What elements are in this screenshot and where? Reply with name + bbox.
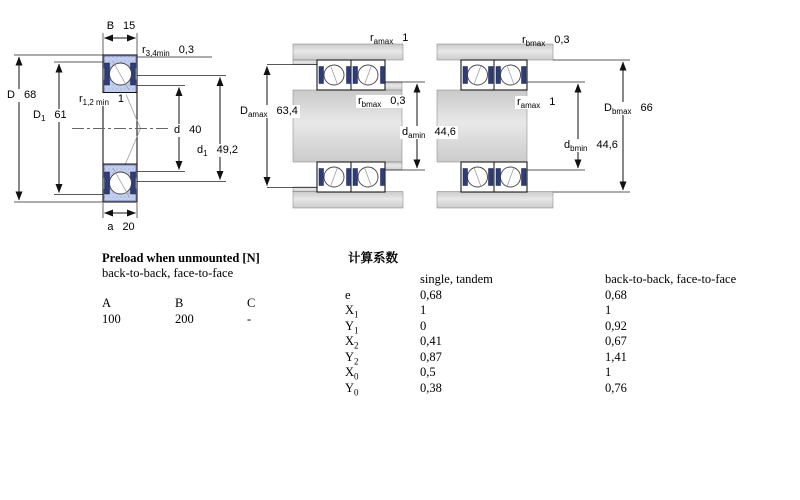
bearing-pair-bottom bbox=[317, 162, 385, 192]
dim-label-D: D 68 bbox=[7, 89, 37, 101]
preload-col-a: A bbox=[102, 296, 112, 310]
dim-label-r34min: $r_{3,4min}$ 0,3 bbox=[142, 44, 194, 59]
factor-row-x0: $X_0$ 0,5 1 bbox=[345, 365, 612, 382]
dim-label-rbmax-top: $r_{bmax}$ 0,3 bbox=[522, 34, 570, 49]
preload-value-row bbox=[102, 312, 332, 328]
dim-label-B: B 15 bbox=[106, 20, 136, 32]
preload-header-row bbox=[102, 296, 332, 312]
factors-header-row bbox=[345, 272, 765, 288]
factors-col1-header: single, tandem bbox=[420, 272, 493, 286]
dim-label-damin: $d_{amin}$ 44,6 bbox=[402, 126, 456, 141]
preload-val-c: - bbox=[247, 311, 252, 326]
preload-val-a: 100 bbox=[102, 311, 121, 326]
dim-label-r12min: $r_{1,2 min}$ 1 bbox=[79, 93, 125, 108]
dim-label-D1: $D_1$ 61 bbox=[33, 109, 67, 124]
factors-title: 计算系数 bbox=[348, 251, 399, 265]
dim-label-dbmin: $d_{bmin}$ 44,6 bbox=[564, 139, 618, 154]
dim-label-Damax: $D_{amax}$ 63,4 bbox=[240, 105, 298, 120]
dim-label-a: a 20 bbox=[107, 221, 135, 233]
bearing-pair-top bbox=[317, 60, 385, 90]
preload-col-c: C bbox=[247, 296, 256, 310]
calculation-factors-table bbox=[345, 251, 765, 396]
factor-row-e: e 0,68 0,68 bbox=[345, 287, 627, 302]
dim-label-d1: $d_1$ 49,2 bbox=[197, 144, 238, 159]
factor-row-y0: $Y_0$ 0,38 0,76 bbox=[345, 380, 627, 397]
factors-col2-header: back-to-back, face-to-face bbox=[605, 272, 737, 286]
preload-col-b: B bbox=[175, 296, 184, 310]
abutment-diagram-b bbox=[437, 44, 630, 208]
bearing-section-top bbox=[103, 56, 137, 93]
factor-row-y2: $Y_2$ 0,87 1,41 bbox=[345, 349, 627, 366]
factor-row-x2: $X_2$ 0,41 0,67 bbox=[345, 334, 627, 351]
dim-label-Dbmax: $D_{bmax}$ 66 bbox=[604, 102, 653, 117]
factor-row-y1: $Y_1$ 0 0,92 bbox=[345, 318, 627, 335]
dim-label-d: d 40 bbox=[174, 124, 202, 136]
preload-title: Preload when unmounted [N] bbox=[102, 251, 260, 265]
preload-subtitle: back-to-back, face-to-face bbox=[102, 266, 234, 280]
dim-label-rbmax-mid: $r_{bmax}$ 0,3 bbox=[358, 95, 406, 110]
preload-val-b: 200 bbox=[175, 311, 194, 326]
dim-label-ramax-top: $r_{amax}$ 1 bbox=[370, 32, 409, 47]
bearing-section-bottom bbox=[103, 164, 137, 201]
factor-row-x1: $X_1$ 1 1 bbox=[345, 303, 612, 320]
bearing-pair-bottom bbox=[461, 162, 527, 192]
bearing-pair-top bbox=[461, 60, 527, 90]
dim-label-ramax-right: $r_{amax}$ 1 bbox=[517, 96, 556, 111]
preload-table bbox=[102, 251, 332, 327]
